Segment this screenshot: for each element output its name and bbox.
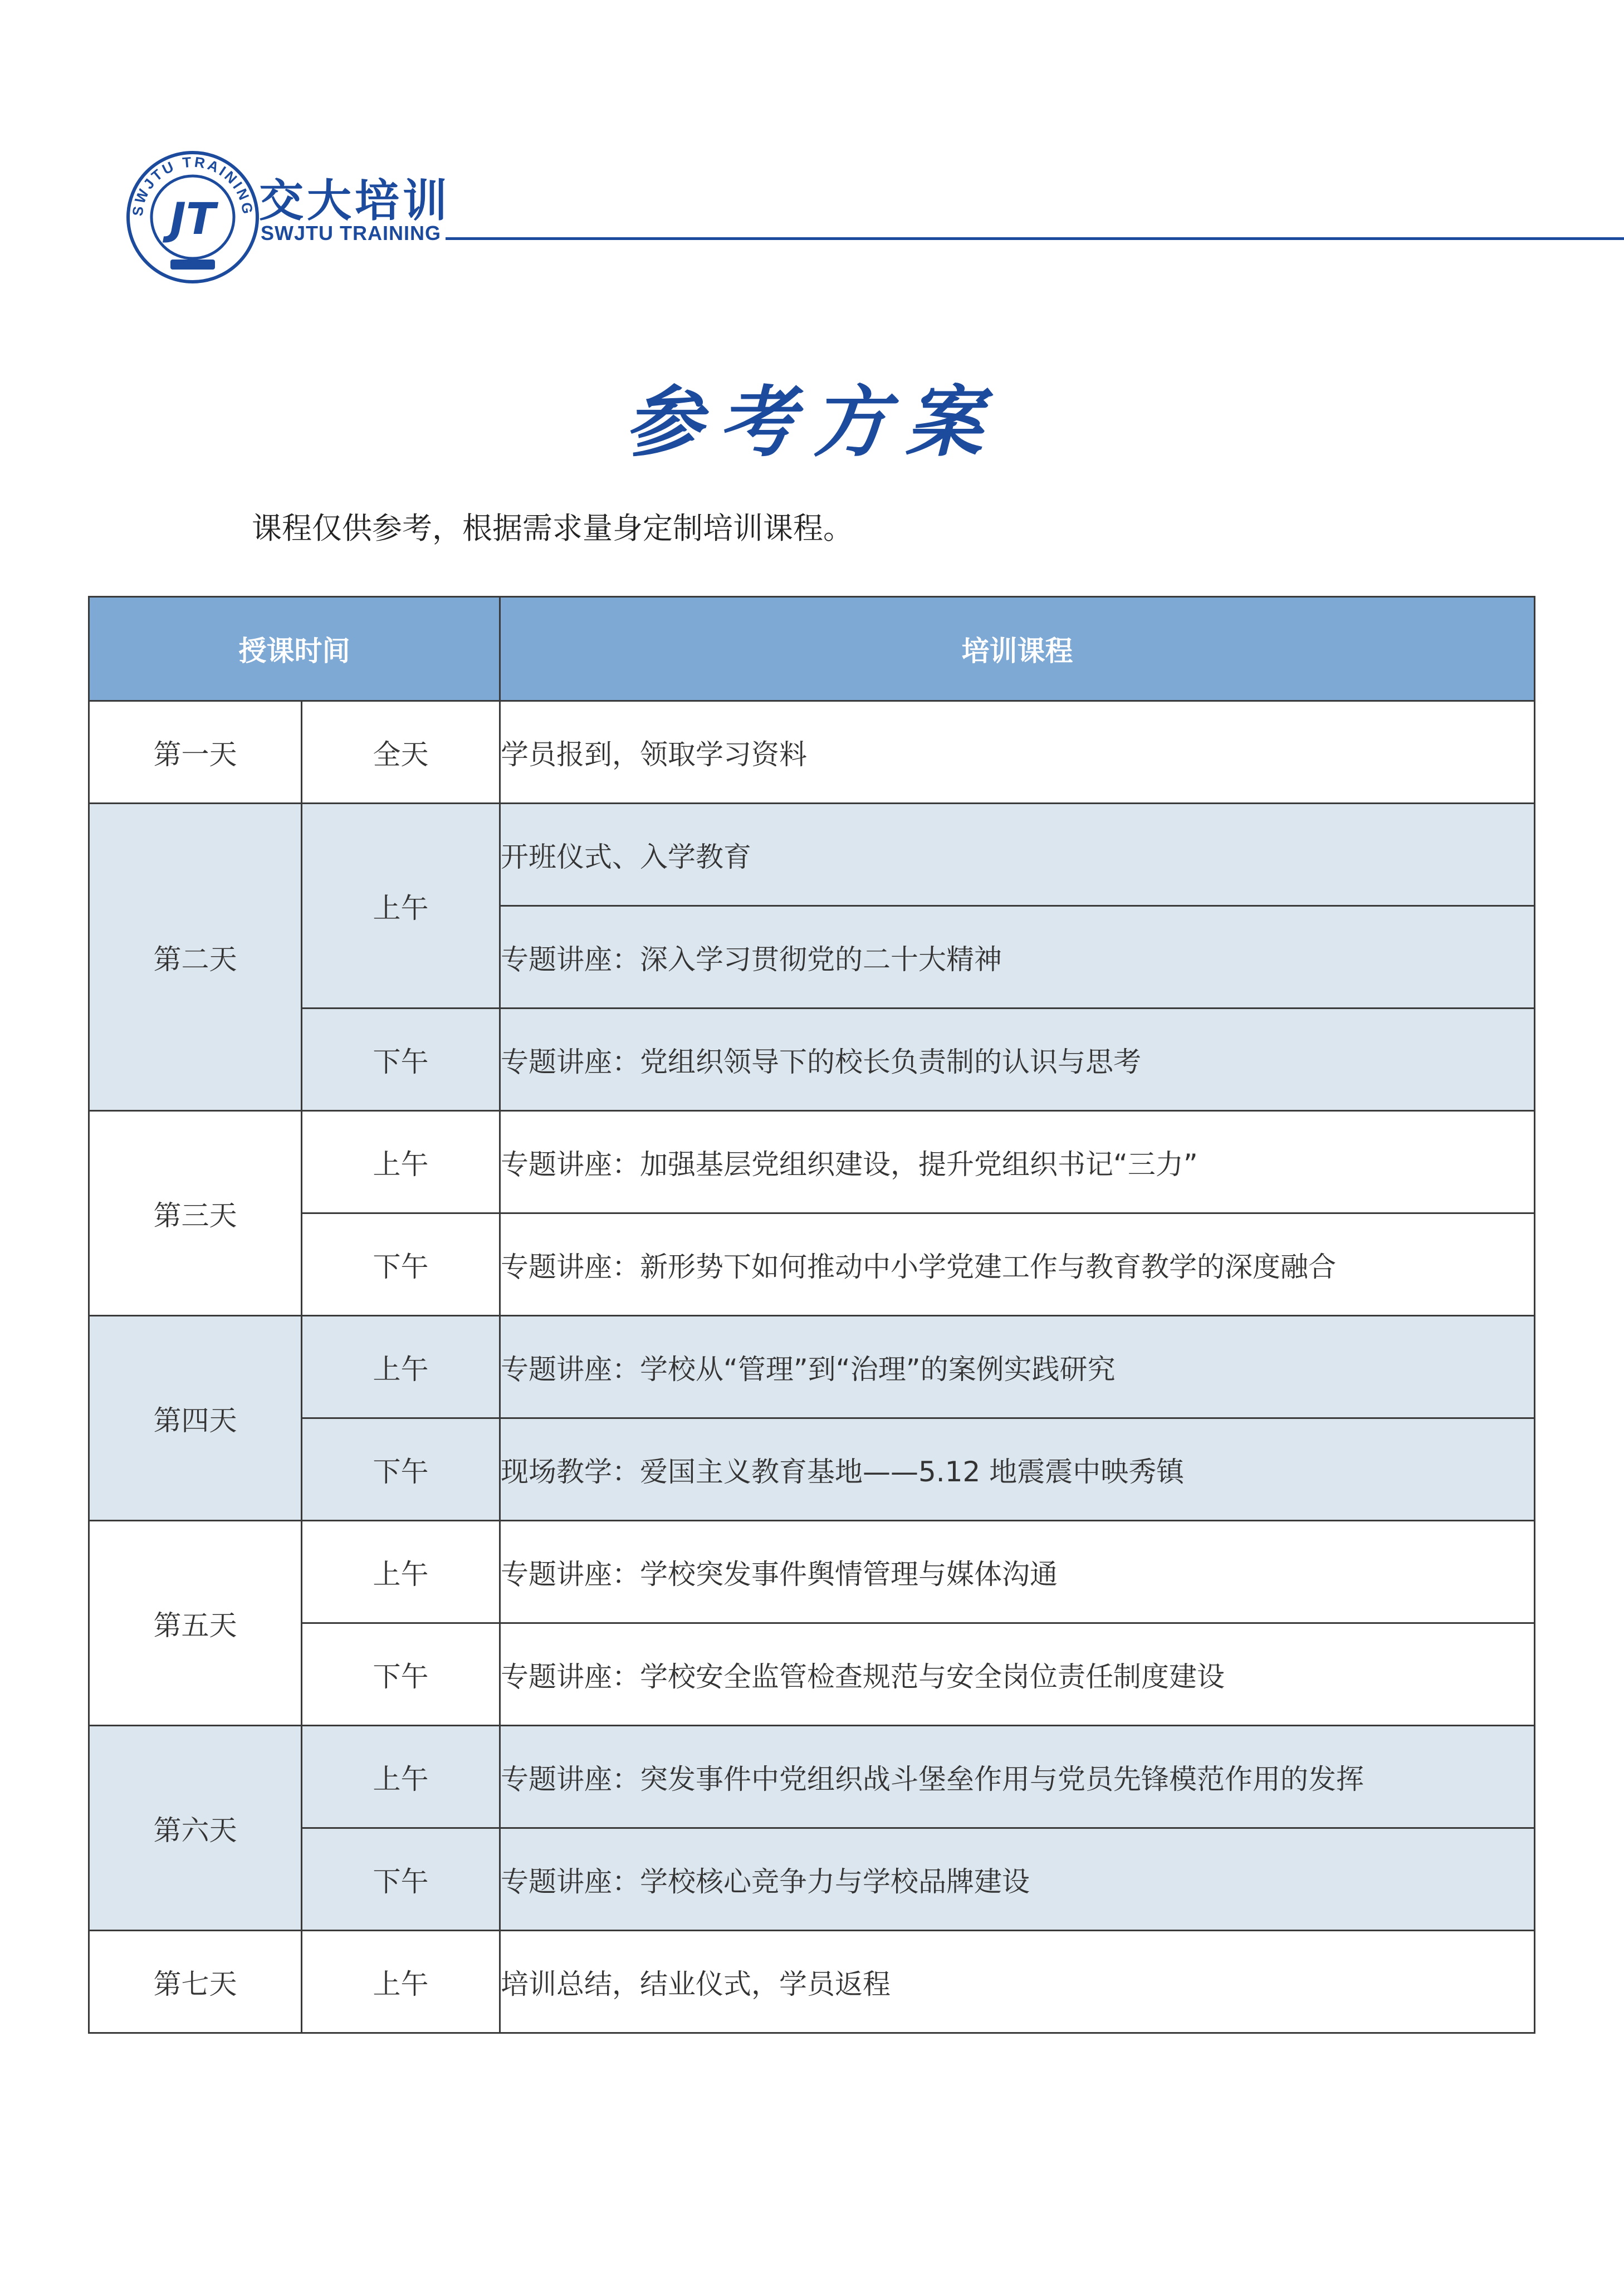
table-row xyxy=(89,1111,1535,1213)
course-cell: 专题讲座：党组织领导下的校长负责制的认识与思考 xyxy=(500,1009,1535,1111)
period-cell: 上午 xyxy=(302,1931,500,2033)
course-cell: 开班仪式、入学教育 xyxy=(500,804,1535,906)
period-cell: 上午 xyxy=(302,804,500,1009)
table-row xyxy=(89,1418,1535,1521)
header-divider xyxy=(446,237,1624,240)
table-row xyxy=(89,701,1535,804)
table-header-row xyxy=(89,597,1535,701)
period-cell: 上午 xyxy=(302,1521,500,1623)
day-cell: 第三天 xyxy=(89,1111,302,1316)
page-subtitle: 课程仅供参考，根据需求量身定制培训课程。 xyxy=(252,511,853,546)
day-cell: 第七天 xyxy=(89,1931,302,2033)
day-cell: 第六天 xyxy=(89,1726,302,1931)
header-course: 培训课程 xyxy=(500,597,1535,701)
brand-name-cn: 交大培训 xyxy=(259,175,451,227)
period-cell: 下午 xyxy=(302,1828,500,1931)
course-cell: 培训总结，结业仪式，学员返程 xyxy=(500,1931,1535,2033)
table-row xyxy=(89,1316,1535,1418)
course-cell: 专题讲座：新形势下如何推动中小学党建工作与教育教学的深度融合 xyxy=(500,1213,1535,1316)
brand-name-en: SWJTU TRAINING xyxy=(261,222,441,244)
period-cell: 下午 xyxy=(302,1009,500,1111)
schedule-table xyxy=(88,596,1535,2034)
course-cell: 专题讲座：学校核心竞争力与学校品牌建设 xyxy=(500,1828,1535,1931)
course-cell: 专题讲座：深入学习贯彻党的二十大精神 xyxy=(500,906,1535,1009)
page-title: 参考方案 xyxy=(624,376,999,467)
svg-text:SWJTU TRAINING: SWJTU TRAINING xyxy=(129,153,257,217)
period-cell: 下午 xyxy=(302,1418,500,1521)
course-cell: 现场教学：爱国主义教育基地——5.12 地震震中映秀镇 xyxy=(500,1418,1535,1521)
table-row xyxy=(89,1828,1535,1931)
logo-monogram: JT xyxy=(169,194,216,244)
course-cell: 学员报到，领取学习资料 xyxy=(500,701,1535,804)
period-cell: 全天 xyxy=(302,701,500,804)
course-cell: 专题讲座：加强基层党组织建设，提升党组织书记“三力” xyxy=(500,1111,1535,1213)
table-row xyxy=(89,1931,1535,2033)
period-cell: 上午 xyxy=(302,1316,500,1418)
table-row xyxy=(89,1623,1535,1726)
table-row xyxy=(89,1521,1535,1623)
day-cell: 第二天 xyxy=(89,804,302,1111)
logo-icon xyxy=(126,150,260,284)
table-row xyxy=(89,1009,1535,1111)
table-row xyxy=(89,804,1535,906)
day-cell: 第四天 xyxy=(89,1316,302,1521)
header-time: 授课时间 xyxy=(89,597,500,701)
period-cell: 上午 xyxy=(302,1111,500,1213)
course-cell: 专题讲座：学校从“管理”到“治理”的案例实践研究 xyxy=(500,1316,1535,1418)
table-row xyxy=(89,1213,1535,1316)
course-cell: 专题讲座：突发事件中党组织战斗堡垒作用与党员先锋模范作用的发挥 xyxy=(500,1726,1535,1828)
day-cell: 第一天 xyxy=(89,701,302,804)
course-cell: 专题讲座：学校突发事件舆情管理与媒体沟通 xyxy=(500,1521,1535,1623)
period-cell: 下午 xyxy=(302,1623,500,1726)
period-cell: 下午 xyxy=(302,1213,500,1316)
table-row xyxy=(89,1726,1535,1828)
course-cell: 专题讲座：学校安全监管检查规范与安全岗位责任制度建设 xyxy=(500,1623,1535,1726)
period-cell: 上午 xyxy=(302,1726,500,1828)
day-cell: 第五天 xyxy=(89,1521,302,1726)
